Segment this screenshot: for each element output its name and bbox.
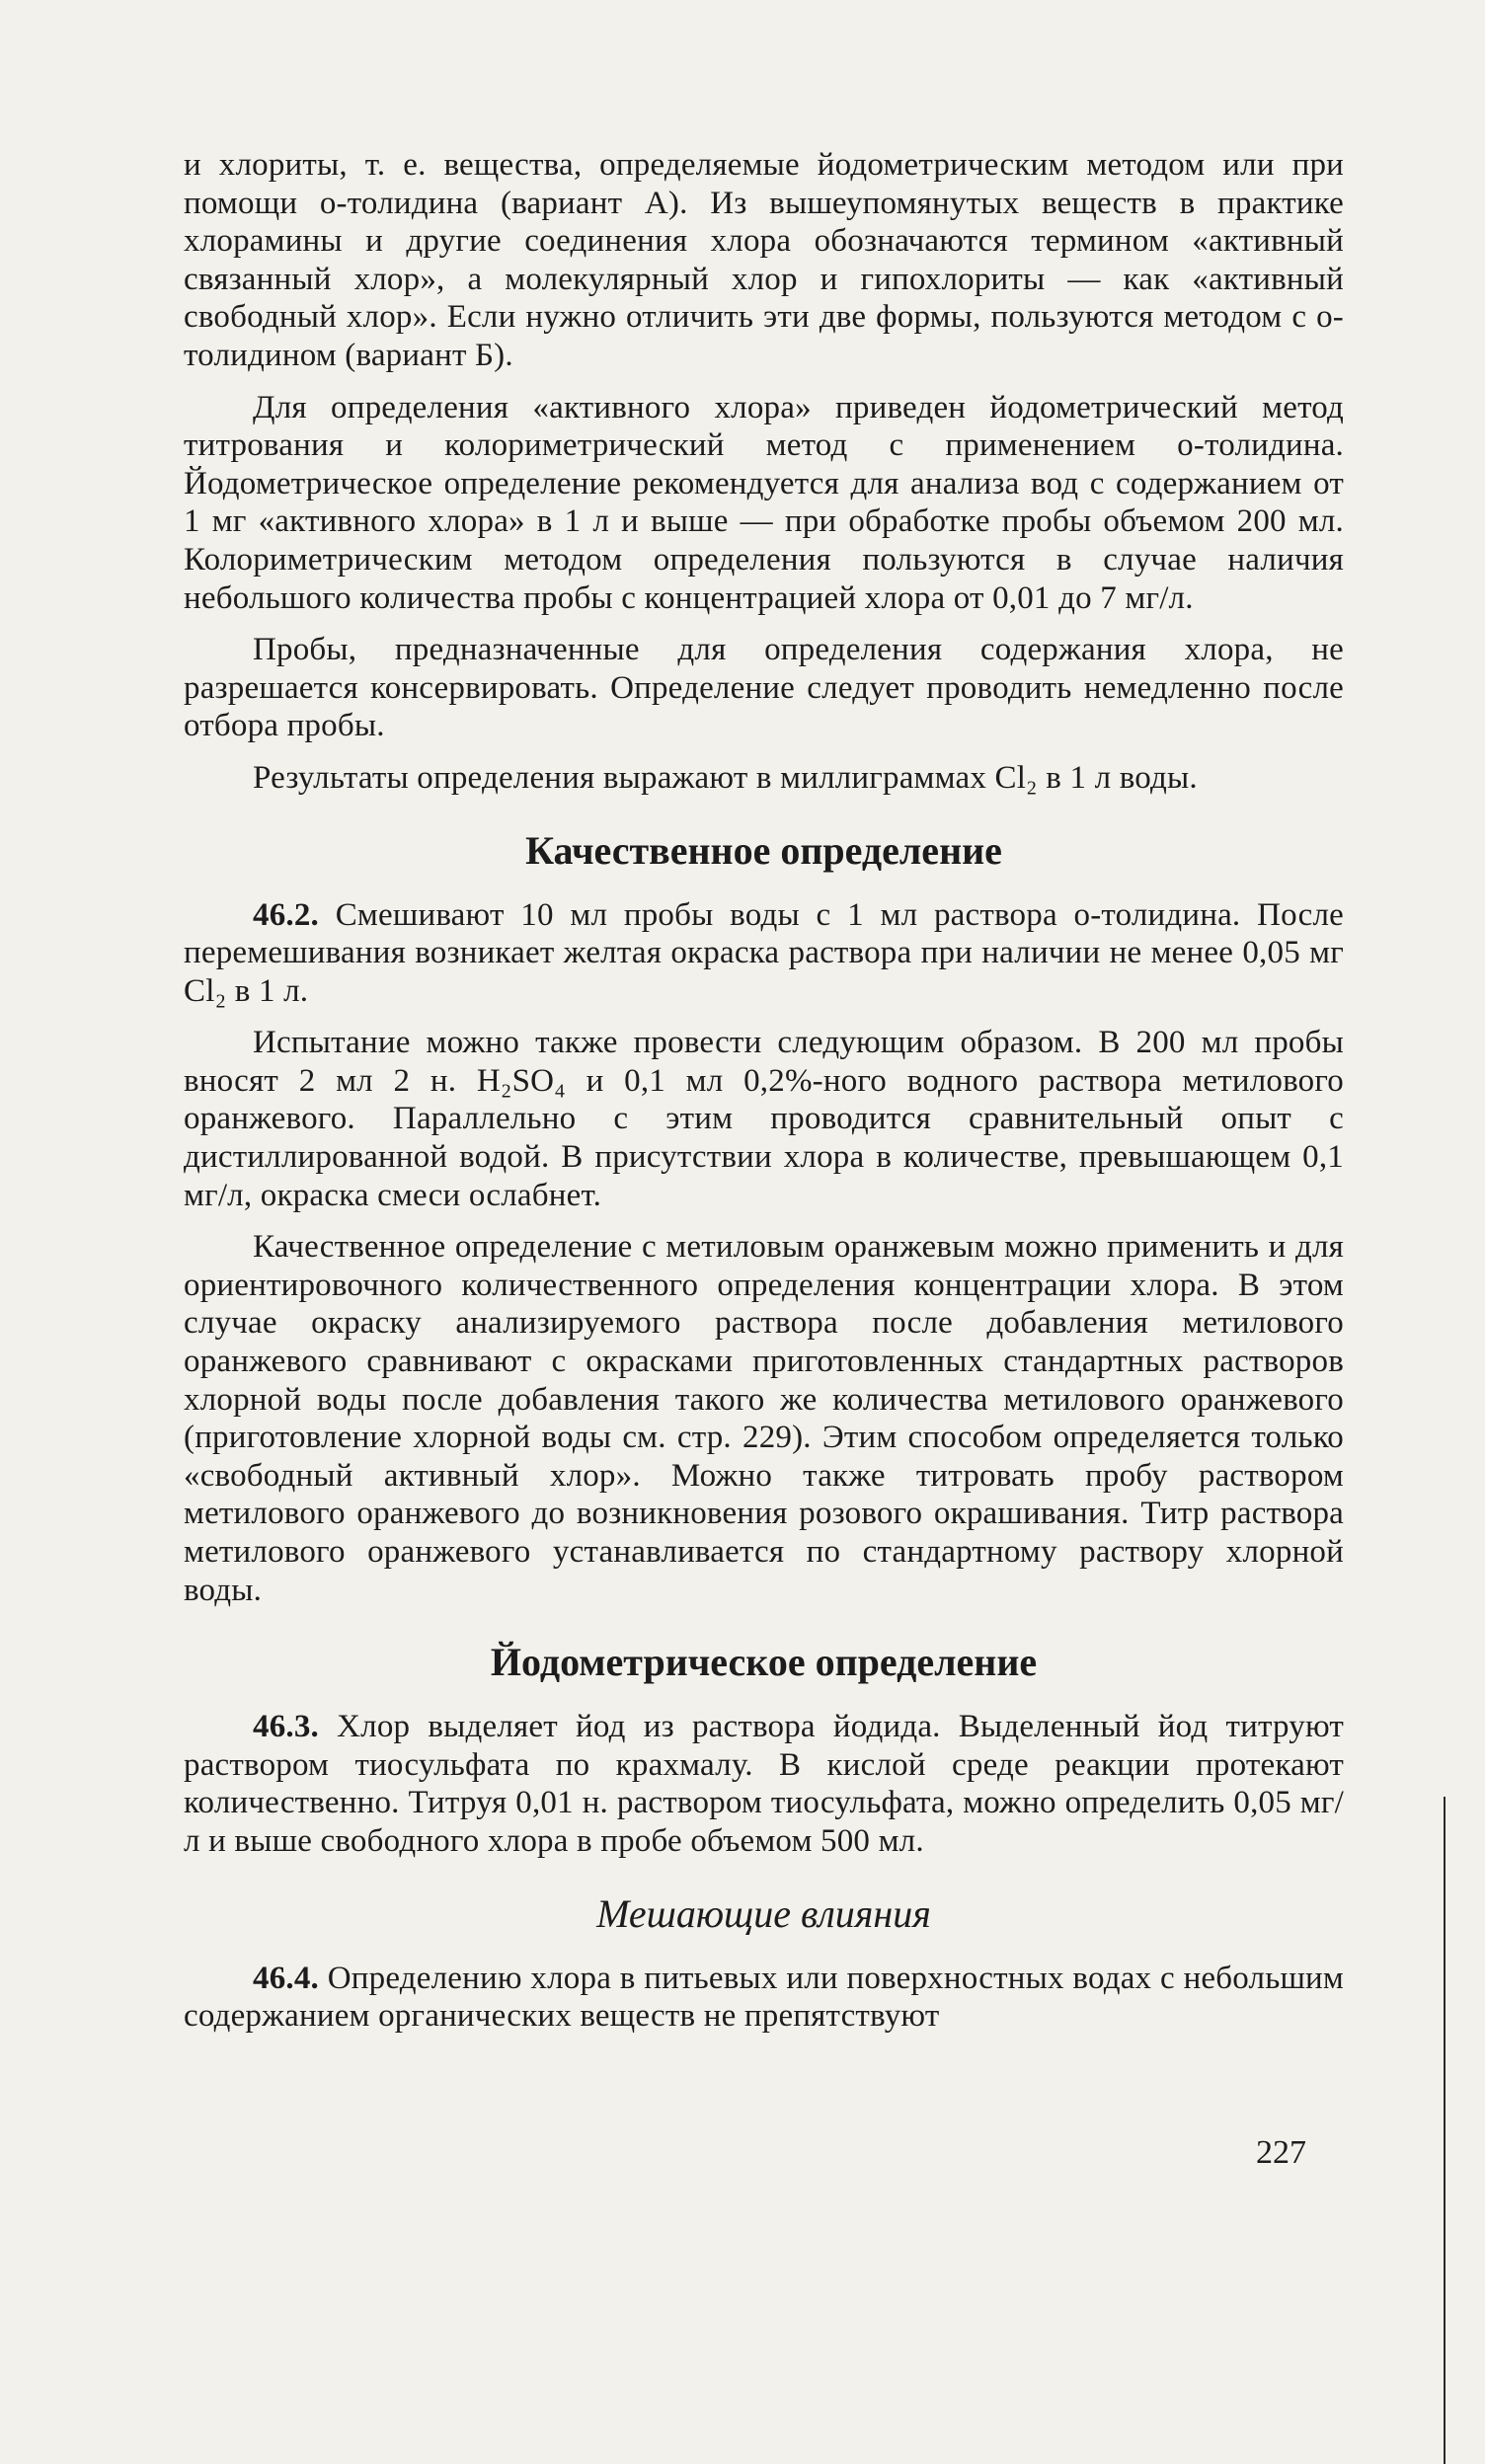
paragraph-46-4 bbox=[184, 1960, 1344, 2036]
paragraph-text: Определению хлора в питьевых или поверхностных водах с небольшим содержанием органических веществ не препятствуют bbox=[184, 1960, 1345, 2035]
section-number: 46.3. bbox=[253, 1709, 319, 1745]
paragraph: Пробы, предназначенные для определения содержания хлора, не разрешается консервировать. Определение следует проводить немедленно после отбора пробы. bbox=[184, 632, 1344, 744]
paragraph: Испытание можно также провести следующим образом. В 200 мл пробы вносят 2 мл 2 н. H₂SO₄ и 0,1 мл 0,2%-ного водного раствора метилового оранжевого. Параллельно с этим проводится сравнительный опыт с дистиллированной водой. В присутствии хлора в количестве, превышающем 0,1 мг/л, окраска смеси ослабнет. bbox=[184, 1025, 1344, 1213]
paragraph-46-3 bbox=[184, 1708, 1344, 1860]
paragraph-text: Хлор выделяет йод из раствора йодида. Выделенный йод титруют раствором тиосульфата по крахмалу. В кислой среде реакции протекают количественно. Титруя 0,01 н. раствором тиосульфата, можно определить 0,05 мг/л и выше свободного хлора в пробе объемом 500 мл. bbox=[184, 1709, 1345, 1859]
paragraph: Качественное определение с метиловым оранжевым можно применить и для ориентировочного количественного определения концентрации хлора. В этом случае окраску анализируемого раствора после добавления метилового оранжевого сравнивают с окрасками приготовленных стандартных растворов хлорной воды после добавления такого же количества метилового оранжевого (приготовление хлорной воды см. стр. 229). Этим способом определяется только «свободный активный хлор». Можно также титровать пробу раствором метилового оранжевого до возникновения розового окрашивания. Титр раствора метилового оранжевого устанавливается по стандартному раствору хлорной воды. bbox=[184, 1229, 1344, 1608]
paragraph: и хлориты, т. е. вещества, определяемые йодометрическим методом или при помощи о-толидина (вариант А). Из вышеупомянутых веществ в практике хлорамины и другие соединения хлора обозначаются термином «активный связанный хлор», а молекулярный хлор и гипохлориты — как «активный свободный хлор». Если нужно отличить эти две формы, пользуются методом с о-толидином (вариант Б). bbox=[184, 147, 1344, 373]
section-number: 46.4. bbox=[253, 1960, 319, 1996]
section-number: 46.2. bbox=[253, 896, 319, 933]
section-heading-iodometric: Йодометрическое определение bbox=[490, 1640, 1038, 1685]
paragraph-text: Смешивают 10 мл пробы воды с 1 мл раствора о-толидина. После перемешивания возникает желтая окраска раствора при наличии не менее 0,05 мг Cl₂ в 1 л. bbox=[184, 896, 1344, 1009]
section-heading-interference: Мешающие влияния bbox=[596, 1890, 931, 1936]
page-edge-line bbox=[1444, 1797, 1446, 2464]
section-heading-qualitative: Качественное определение bbox=[525, 827, 1002, 873]
page-number: 227 bbox=[1256, 2134, 1306, 2171]
paragraph-46-2 bbox=[184, 896, 1344, 1011]
paragraph: Результаты определения выражают в миллиграммах Cl₂ в 1 л воды. bbox=[253, 759, 1198, 796]
paragraph: Для определения «активного хлора» приведен йодометрический метод титрования и колориметрический метод с применением о-толидина. Йодометрическое определение рекомендуется для анализа вод с содержанием от 1 мг «активного хлора» в 1 л и выше — при обработке пробы объемом 200 мл. Колориметрическим методом определения пользуются в случае наличия небольшого количества пробы с концентрацией хлора от 0,01 до 7 мг/л. bbox=[184, 389, 1344, 616]
page-body bbox=[184, 146, 1344, 2036]
